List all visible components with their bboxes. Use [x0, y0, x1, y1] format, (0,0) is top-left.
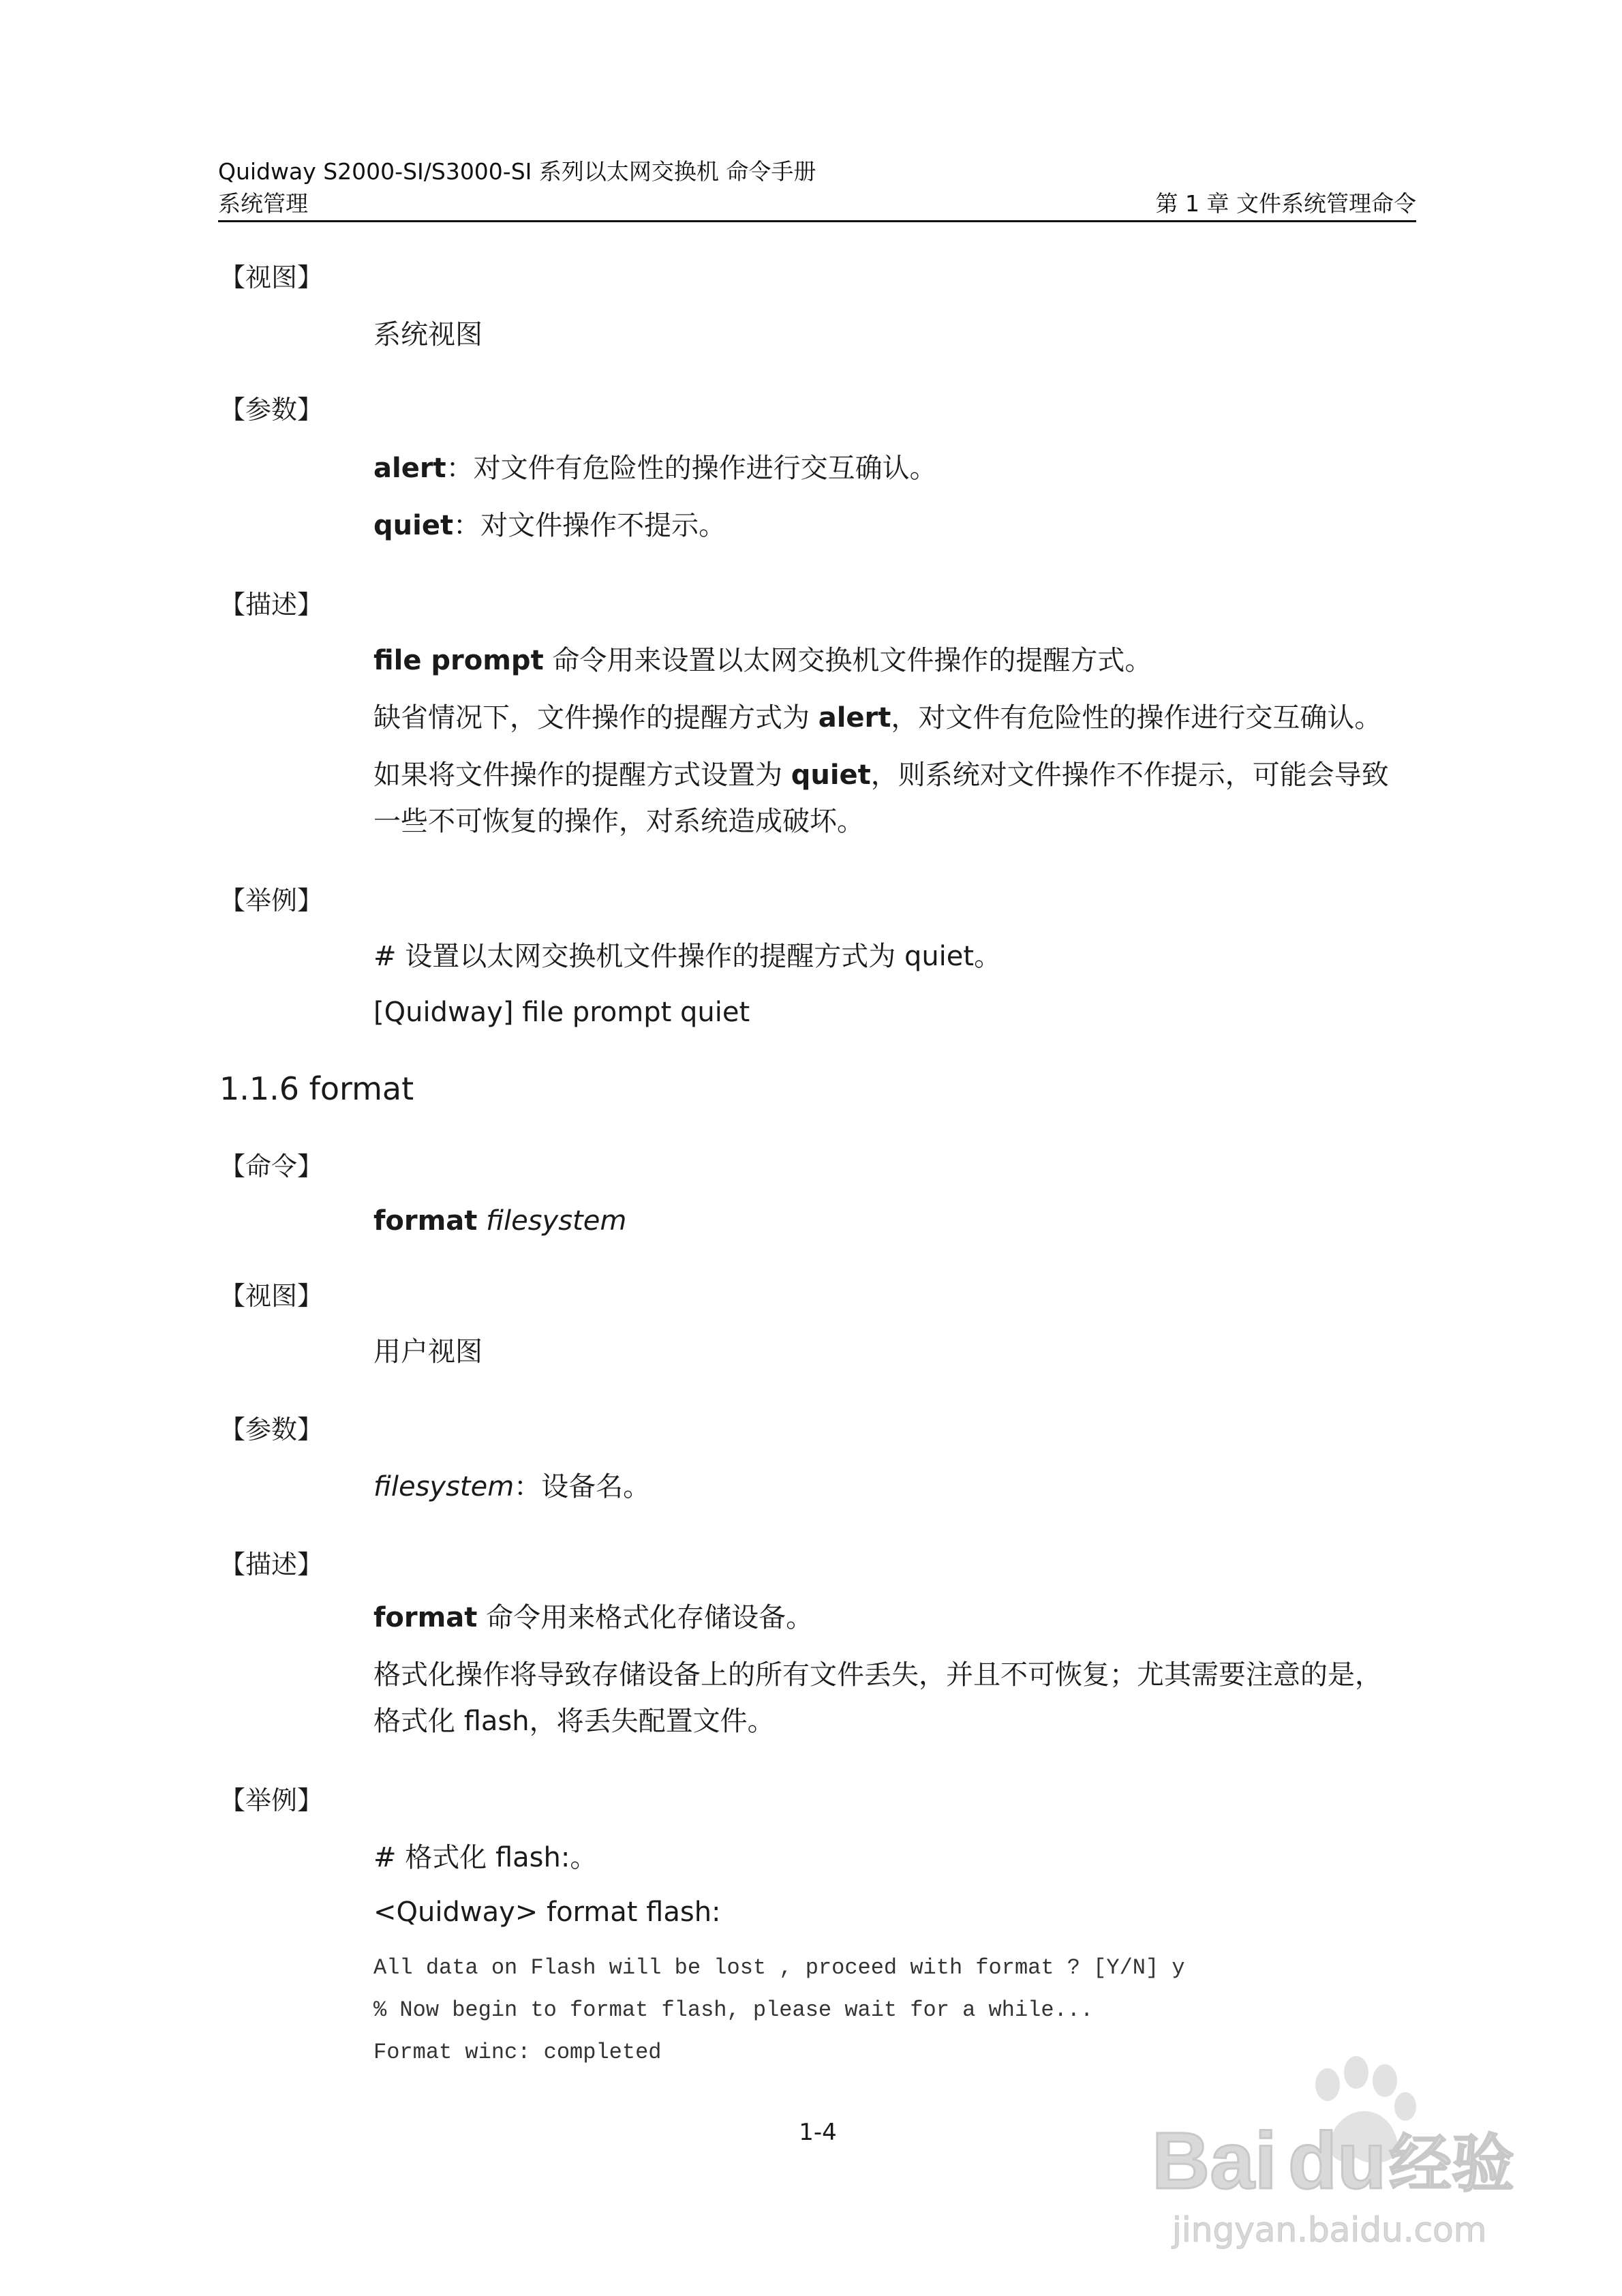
desc-keyword: quiet [791, 759, 871, 791]
desc-text: ，则系统对文件操作不作提示，可能会导致 [870, 759, 1389, 791]
param-filesystem [373, 1470, 650, 1504]
cmd-syntax [373, 1204, 626, 1238]
brand-text: Bai [1152, 2116, 1277, 2206]
desc-label: 【描述】 [219, 1550, 324, 1580]
params-label: 【参数】 [219, 395, 324, 425]
desc-text: 命令用来格式化存储设备。 [477, 1602, 814, 1633]
desc-text: 如果将文件操作的提醒方式设置为 [373, 759, 791, 791]
cmd-argument: filesystem [486, 1205, 627, 1237]
desc-line-2 [373, 701, 1381, 735]
desc-line-3: 格式化 flash，将丢失配置文件。 [373, 1706, 775, 1737]
desc-line-1 [373, 644, 1152, 678]
desc-line-1 [373, 1601, 813, 1635]
desc-text: ，对文件有危险性的操作进行交互确认。 [891, 702, 1382, 734]
param-desc: ：设备名。 [514, 1471, 651, 1502]
console-output-line: % Now begin to format flash, please wait for a while... [373, 1997, 1094, 2023]
desc-text: 缺省情况下，文件操作的提醒方式为 [373, 702, 818, 734]
example-label: 【举例】 [219, 886, 324, 916]
desc-text: 命令用来设置以太网交换机文件操作的提醒方式。 [543, 645, 1152, 676]
document-title: Quidway S2000-SI/S3000-SI 系列以太网交换机 命令手册 [218, 158, 816, 185]
header-chapter: 第 1 章 文件系统管理命令 [1155, 190, 1416, 217]
param-alert [373, 451, 937, 485]
watermark-url: jingyan.baidu.com [1172, 2210, 1487, 2250]
view-label: 【视图】 [219, 1281, 324, 1311]
desc-line-3 [373, 758, 1389, 792]
desc-line-4: 一些不可恢复的操作，对系统造成破坏。 [373, 806, 864, 837]
paw-icon [1152, 2052, 1533, 2256]
desc-keyword: alert [818, 702, 891, 734]
view-value: 用户视图 [373, 1336, 483, 1368]
cmd-label: 【命令】 [219, 1151, 324, 1181]
param-alert-desc: ：对文件有危险性的操作进行交互确认。 [446, 453, 937, 484]
view-label: 【视图】 [219, 262, 324, 292]
section-heading: 1.1.6 format [219, 1070, 414, 1107]
param-alert-keyword: alert [373, 453, 446, 484]
desc-line-2: 格式化操作将导致存储设备上的所有文件丢失，并且不可恢复；尤其需要注意的是， [373, 1659, 1382, 1691]
param-quiet-desc: ：对文件操作不提示。 [453, 510, 726, 541]
desc-keyword: file prompt [373, 645, 544, 676]
example-label: 【举例】 [219, 1785, 324, 1815]
brand-cn: 经验 [1389, 2128, 1515, 2201]
desc-keyword: format [373, 1602, 478, 1633]
desc-label: 【描述】 [219, 590, 324, 620]
header-section: 系统管理 [218, 190, 308, 217]
param-quiet [373, 509, 726, 543]
param-keyword: filesystem [373, 1471, 515, 1502]
example-command: <Quidway> format flash: [373, 1897, 721, 1928]
params-label: 【参数】 [219, 1415, 324, 1445]
brand-text-2: du [1288, 2116, 1387, 2206]
example-comment: # 设置以太网交换机文件操作的提醒方式为 quiet。 [373, 941, 1002, 972]
header-rule [218, 220, 1416, 222]
cmd-keyword: format [373, 1205, 478, 1237]
example-comment: # 格式化 flash:。 [373, 1842, 598, 1873]
console-output-line: All data on Flash will be lost , proceed with format ? [Y/N] y [373, 1955, 1185, 1980]
example-command: [Quidway] file prompt quiet [373, 997, 750, 1028]
param-quiet-keyword: quiet [373, 510, 454, 541]
page-number: 1-4 [799, 2119, 837, 2146]
baidu-jingyan-watermark [1152, 2052, 1533, 2256]
console-output-line: Format winc: completed [373, 2040, 662, 2065]
view-value: 系统视图 [373, 319, 483, 350]
